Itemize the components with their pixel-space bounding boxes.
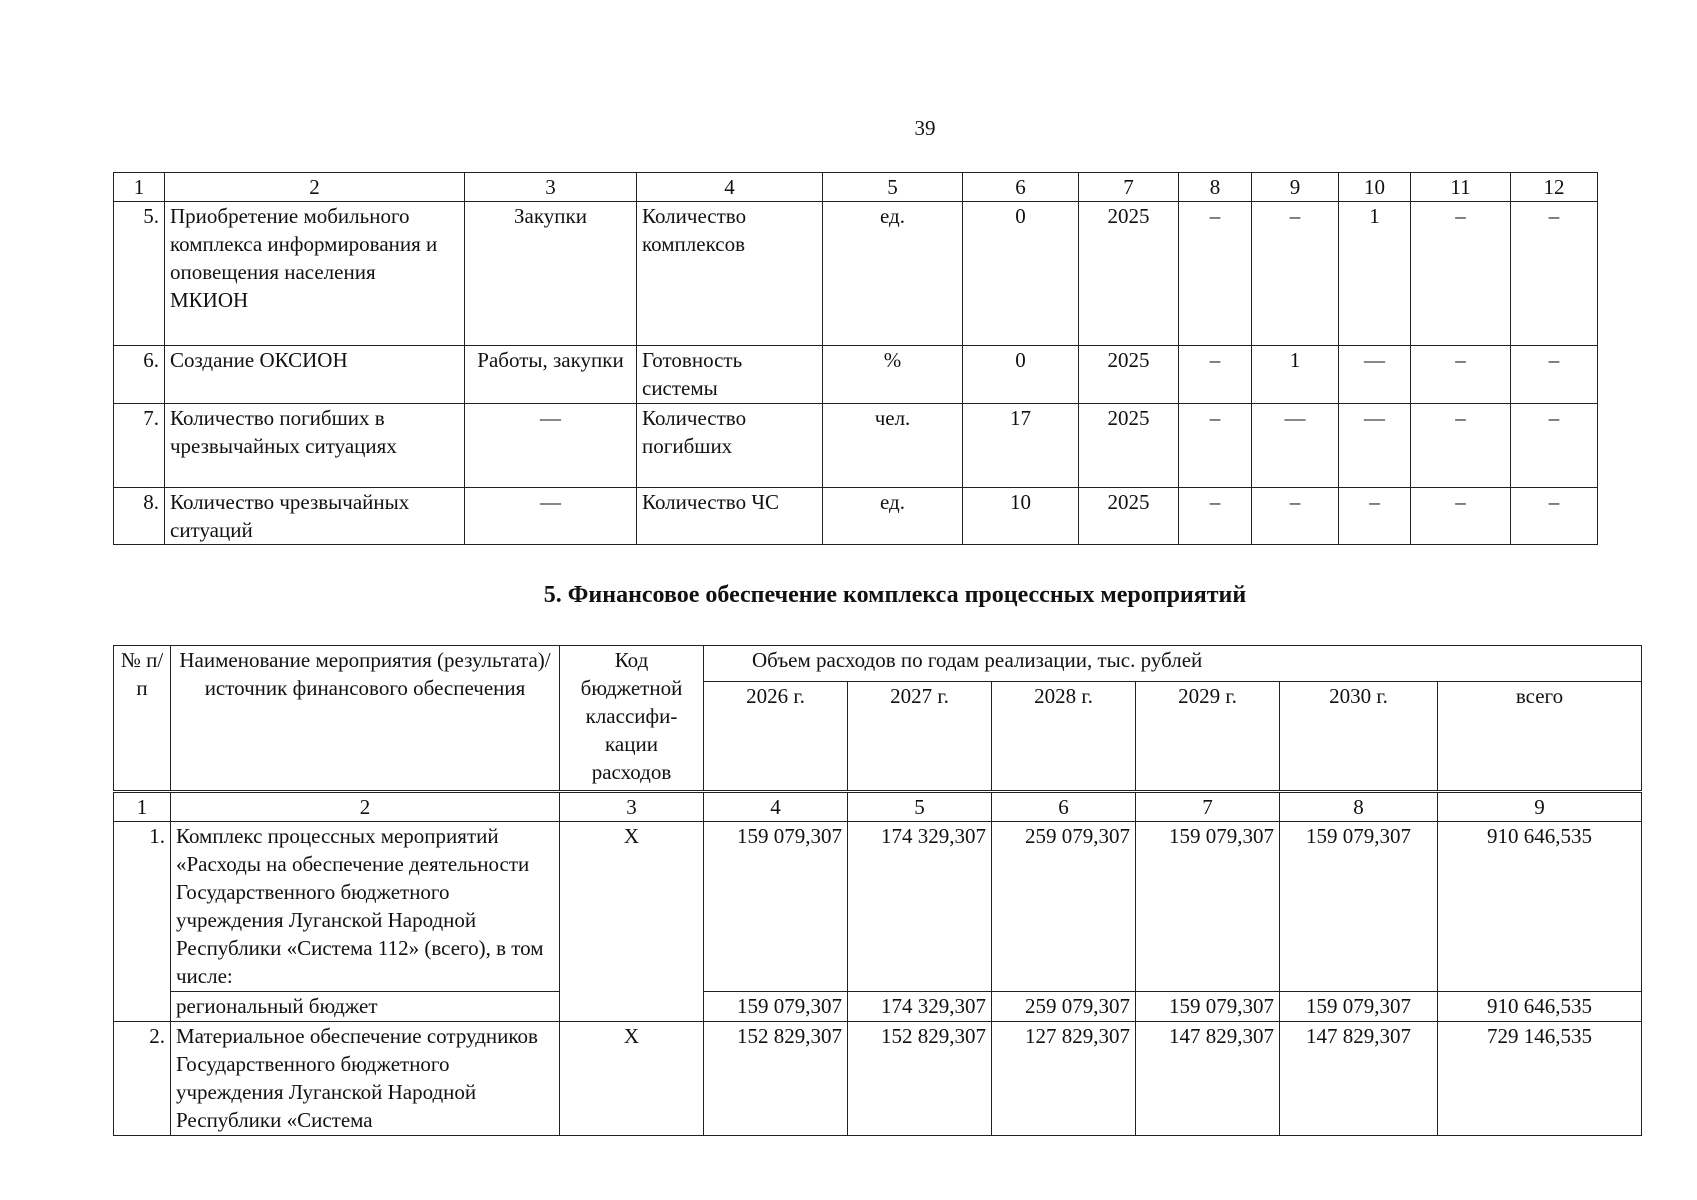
col-number: 5 [848,792,992,822]
row-c8: – [1179,488,1252,545]
col-number: 5 [823,173,963,202]
row-c11: – [1411,202,1511,346]
header-volume: Объем расходов по годам реализации, тыс. рублей [704,646,1642,682]
row-c11: – [1411,488,1511,545]
row-name: Создание ОКСИОН [165,346,465,404]
row-num: 6. [114,346,165,404]
row-value: 159 079,307 [1280,992,1438,1022]
row-c10: — [1339,346,1411,404]
table-row [114,404,1598,488]
table-row [114,488,1598,545]
row-year: 2025 [1079,202,1179,346]
row-name: Количество погибших в чрезвычайных ситуациях [165,404,465,488]
row-name: Приобретение мобильного комплекса информирования и оповещения населения МКИОН [165,202,465,346]
row-type: — [465,404,637,488]
row-c9: – [1252,488,1339,545]
col-number: 1 [114,792,171,822]
row-value: 152 829,307 [704,1022,848,1136]
row-num: 8. [114,488,165,545]
col-number: 3 [560,792,704,822]
header-code: Код бюджетной классифи-кации расходов [560,646,704,792]
col-number: 9 [1252,173,1339,202]
row-total: 729 146,535 [1438,1022,1642,1136]
table-row [114,1022,1642,1136]
row-type: Работы, закупки [465,346,637,404]
row-unit: чел. [823,404,963,488]
row-name: Количество чрезвычайных ситуаций [165,488,465,545]
row-c10: 1 [1339,202,1411,346]
table-row [114,202,1598,346]
col-number: 9 [1438,792,1642,822]
row-c12: – [1511,346,1598,404]
row-value: 159 079,307 [1280,822,1438,992]
page-number: 39 [914,116,936,140]
header-year: 2027 г. [848,682,992,792]
col-number: 6 [992,792,1136,822]
row-value: 159 079,307 [704,992,848,1022]
row-c9: — [1252,404,1339,488]
section-title: 5. Финансовое обеспечение комплекса процессных мероприятий [543,582,1247,608]
col-number: 4 [637,173,823,202]
row-total: 910 646,535 [1438,822,1642,992]
row-c8: – [1179,404,1252,488]
column-number-row [114,792,1642,822]
header-year: 2029 г. [1136,682,1280,792]
header-num: № п/п [114,646,171,792]
row-c10: – [1339,488,1411,545]
col-number: 2 [171,792,560,822]
row-c12: – [1511,202,1598,346]
header-name: Наименование мероприятия (результата)/ источник финансового обеспечения [171,646,560,792]
row-c8: – [1179,346,1252,404]
row-unit: ед. [823,202,963,346]
row-value: 174 329,307 [848,992,992,1022]
row-base: 10 [963,488,1079,545]
row-c9: 1 [1252,346,1339,404]
row-c8: – [1179,202,1252,346]
col-number: 11 [1411,173,1511,202]
row-value: 147 829,307 [1136,1022,1280,1136]
row-type: Закупки [465,202,637,346]
row-code: Х [560,1022,704,1136]
row-value: 174 329,307 [848,822,992,992]
col-number: 7 [1136,792,1280,822]
row-name: Комплекс процессных мероприятий «Расходы на обеспечение деятельности Государственного бюджетного учреждения Луганской Народной Республики «Система 112» (всего), в том числе: [171,822,560,992]
row-total: 910 646,535 [1438,992,1642,1022]
row-c12: – [1511,488,1598,545]
row-unit: ед. [823,488,963,545]
row-c10: — [1339,404,1411,488]
col-number: 4 [704,792,848,822]
row-num: 7. [114,404,165,488]
row-value: 152 829,307 [848,1022,992,1136]
col-number: 7 [1079,173,1179,202]
row-num: 2. [114,1022,171,1136]
row-num: 5. [114,202,165,346]
row-base: 0 [963,346,1079,404]
row-c9: – [1252,202,1339,346]
col-number: 2 [165,173,465,202]
row-base: 0 [963,202,1079,346]
row-type: — [465,488,637,545]
col-number: 12 [1511,173,1598,202]
indicators-table [113,172,1598,545]
row-num: 1. [114,822,171,1022]
header-year: 2028 г. [992,682,1136,792]
financing-table [113,645,1642,1136]
row-value: 147 829,307 [1280,1022,1438,1136]
row-value: 159 079,307 [1136,822,1280,992]
row-c12: – [1511,404,1598,488]
row-value: 127 829,307 [992,1022,1136,1136]
col-number: 1 [114,173,165,202]
row-value: 159 079,307 [704,822,848,992]
table-row [114,822,1642,992]
header-year: 2026 г. [704,682,848,792]
row-base: 17 [963,404,1079,488]
row-code: Х [560,822,704,1022]
row-indicator: Количество погибших [637,404,823,488]
col-number: 10 [1339,173,1411,202]
row-year: 2025 [1079,346,1179,404]
table-row [114,992,1642,1022]
table-header-row [114,646,1642,682]
row-subname: региональный бюджет [171,992,560,1022]
row-value: 159 079,307 [1136,992,1280,1022]
row-year: 2025 [1079,404,1179,488]
row-unit: % [823,346,963,404]
col-number: 6 [963,173,1079,202]
header-year: 2030 г. [1280,682,1438,792]
row-indicator: Количество ЧС [637,488,823,545]
table-header-row [114,173,1598,202]
col-number: 8 [1280,792,1438,822]
row-c11: – [1411,346,1511,404]
row-c11: – [1411,404,1511,488]
header-total: всего [1438,682,1642,792]
row-indicator: Количество комплексов [637,202,823,346]
row-indicator: Готовность системы [637,346,823,404]
row-name: Материальное обеспечение сотрудников Государственного бюджетного учреждения Луганской Народной Республики «Система [171,1022,560,1136]
row-value: 259 079,307 [992,992,1136,1022]
row-year: 2025 [1079,488,1179,545]
row-value: 259 079,307 [992,822,1136,992]
col-number: 8 [1179,173,1252,202]
table-row [114,346,1598,404]
col-number: 3 [465,173,637,202]
